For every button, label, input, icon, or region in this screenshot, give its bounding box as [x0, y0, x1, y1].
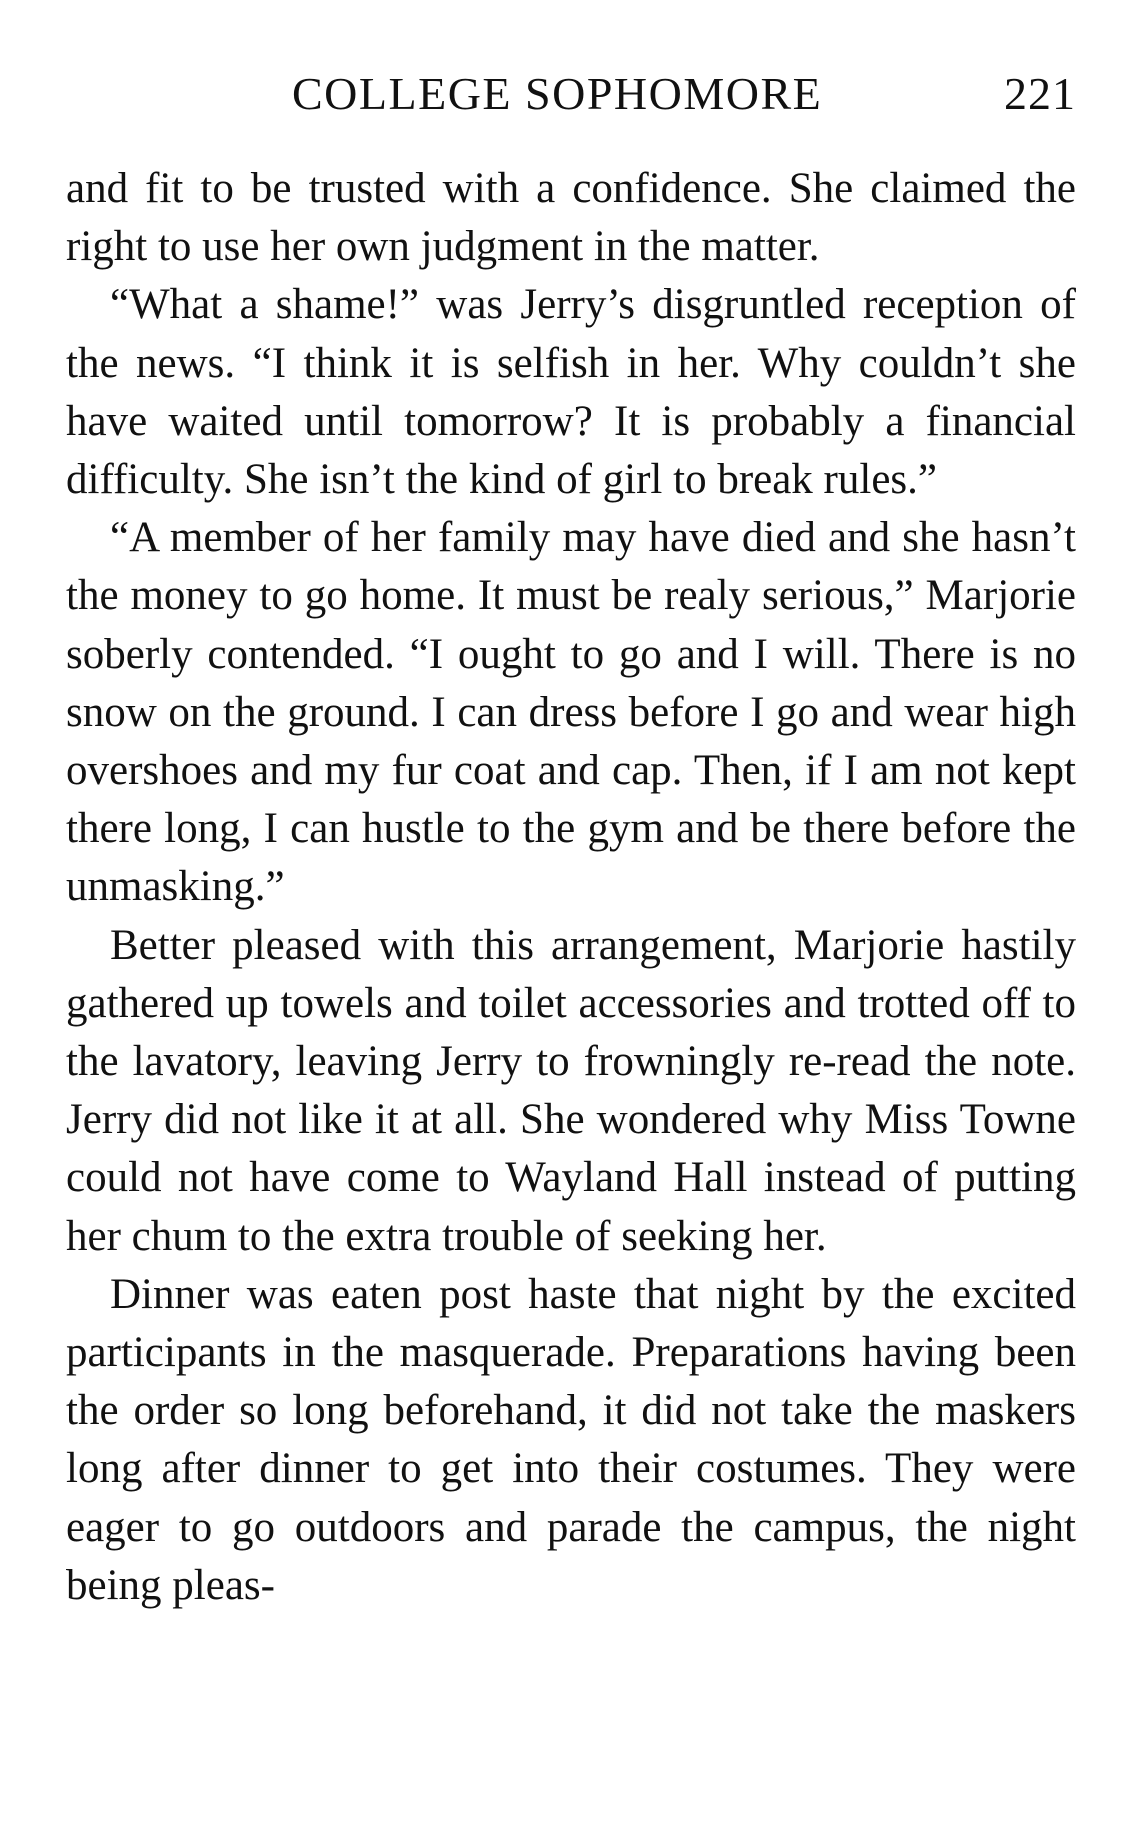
body-text — [66, 160, 1076, 1615]
running-head: COLLEGE SOPHOMORE — [292, 68, 823, 119]
paragraph-2: “What a shame!” was Jerry’s disgruntled reception of the news. “I think it is selfish in her. Why couldn’t she have waited until tomorrow? It is probably a financial difficulty. She isn’t the kind of girl to break rules.” — [66, 281, 1076, 504]
page-number: 221 — [1004, 68, 1076, 119]
paragraph-1: and fit to be trusted with a confidence. She claimed the right to use her own judgment in the matter. — [66, 165, 1076, 271]
page-header — [66, 64, 1076, 124]
paragraph-3: “A member of her family may have died and she hasn’t the money to go home. It must be realy serious,” Marjorie soberly contended. “I ought to go and I will. There is no snow on the ground. I can dress before I go and wear high overshoes and my fur coat and cap. Then, if I am not kept there long, I can hustle to the gym and be there before the unmasking.” — [66, 514, 1076, 911]
paragraph-5: Dinner was eaten post haste that night by the excited participants in the masquerade. Preparations having been the order so long beforehand, it did not take the maskers long after dinner to get into their costumes. They were eager to go outdoors and parade the campus, the night being pleas- — [66, 1270, 1076, 1609]
paragraph-4: Better pleased with this arrangement, Marjorie hastily gathered up towels and toilet accessories and trotted off to the lavatory, leaving Jerry to frowningly re-read the note. Jerry did not like it at all. She wondered why Miss Towne could not have come to Wayland Hall instead of putting her chum to the extra trouble of seeking her. — [66, 921, 1076, 1260]
